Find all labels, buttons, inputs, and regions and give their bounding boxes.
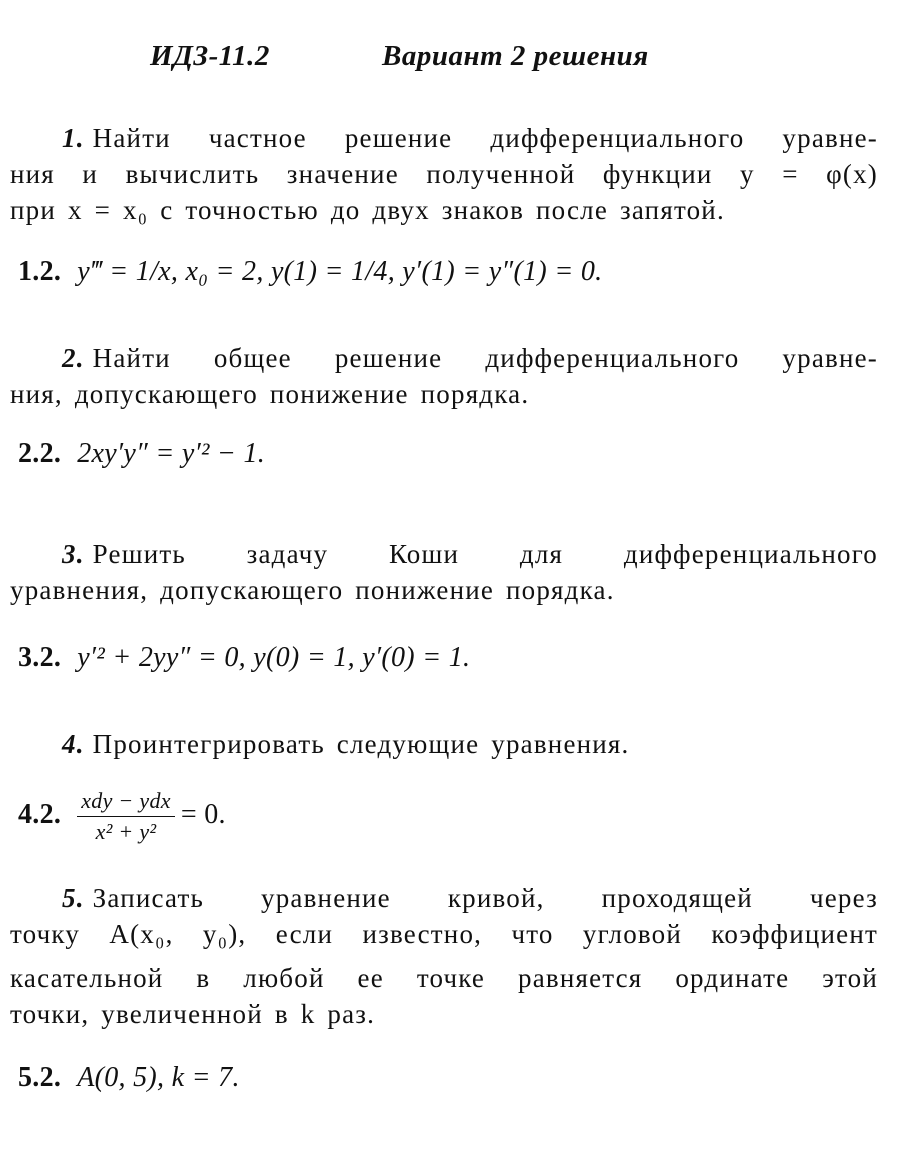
problem-equation: 2xy′y″ = y′² − 1.: [77, 438, 266, 469]
problem-2-2: [18, 438, 265, 470]
fraction-denominator: x² + y²: [95, 819, 157, 844]
task-number: 3.: [62, 539, 85, 569]
problem-5-2: [18, 1062, 240, 1094]
task-line: 2. Найти общее решение дифференциального уравне-: [62, 343, 878, 373]
task-4: [10, 726, 878, 762]
problem-number: 2.2.: [18, 438, 62, 469]
task-line: 4. Проинтегрировать следующие уравнения.: [62, 729, 630, 759]
task-line: касательной в любой ее точке равняется ординате этой: [10, 963, 878, 993]
task-number: 5.: [62, 883, 85, 913]
problem-number: 4.2.: [18, 798, 62, 830]
variant-title: Вариант 2 решения: [382, 40, 649, 72]
task-line: при x = x₀ с точностью до двух знаков после запятой.: [10, 195, 725, 225]
task-line: 5. Записать уравнение кривой, проходящей через: [62, 883, 878, 913]
task-1: [10, 120, 878, 228]
task-line: 3. Решить задачу Коши для дифференциального: [62, 539, 878, 569]
fraction-numerator: xdy − ydx: [77, 788, 175, 817]
task-line: ния и вычислить значение полученной функции y = φ(x): [10, 159, 878, 189]
task-line: ния, допускающего понижение порядка.: [10, 379, 530, 409]
problem-1-2: [18, 256, 602, 288]
task-line: уравнения, допускающего понижение порядка.: [10, 575, 615, 605]
problem-number: 3.2.: [18, 642, 62, 673]
task-line: точки, увеличенной в k раз.: [10, 999, 376, 1029]
problem-equation: A(0, 5), k = 7.: [77, 1062, 240, 1093]
problem-equation: y‴ = 1/x, x₀ = 2, y(1) = 1/4, y′(1) = y″(1) = 0.: [77, 256, 603, 287]
task-number: 4.: [62, 729, 85, 759]
task-2: [10, 340, 878, 412]
task-number: 1.: [62, 123, 85, 153]
fraction-rhs: = 0.: [180, 798, 226, 830]
task-number: 2.: [62, 343, 85, 373]
problem-4-2: [18, 788, 226, 845]
problem-3-2: [18, 642, 470, 674]
task-line: 1. Найти частное решение дифференциального уравне-: [62, 123, 878, 153]
task-line: точку A(x₀, y₀), если известно, что угловой коэффициент: [10, 919, 878, 949]
problem-number: 1.2.: [18, 256, 62, 287]
fraction: [77, 788, 175, 845]
task-5: [10, 880, 878, 1032]
task-3: [10, 536, 878, 608]
problem-equation: y′² + 2yy″ = 0, y(0) = 1, y′(0) = 1.: [77, 642, 471, 673]
problem-number: 5.2.: [18, 1062, 62, 1093]
assignment-code: ИДЗ-11.2: [150, 40, 270, 72]
